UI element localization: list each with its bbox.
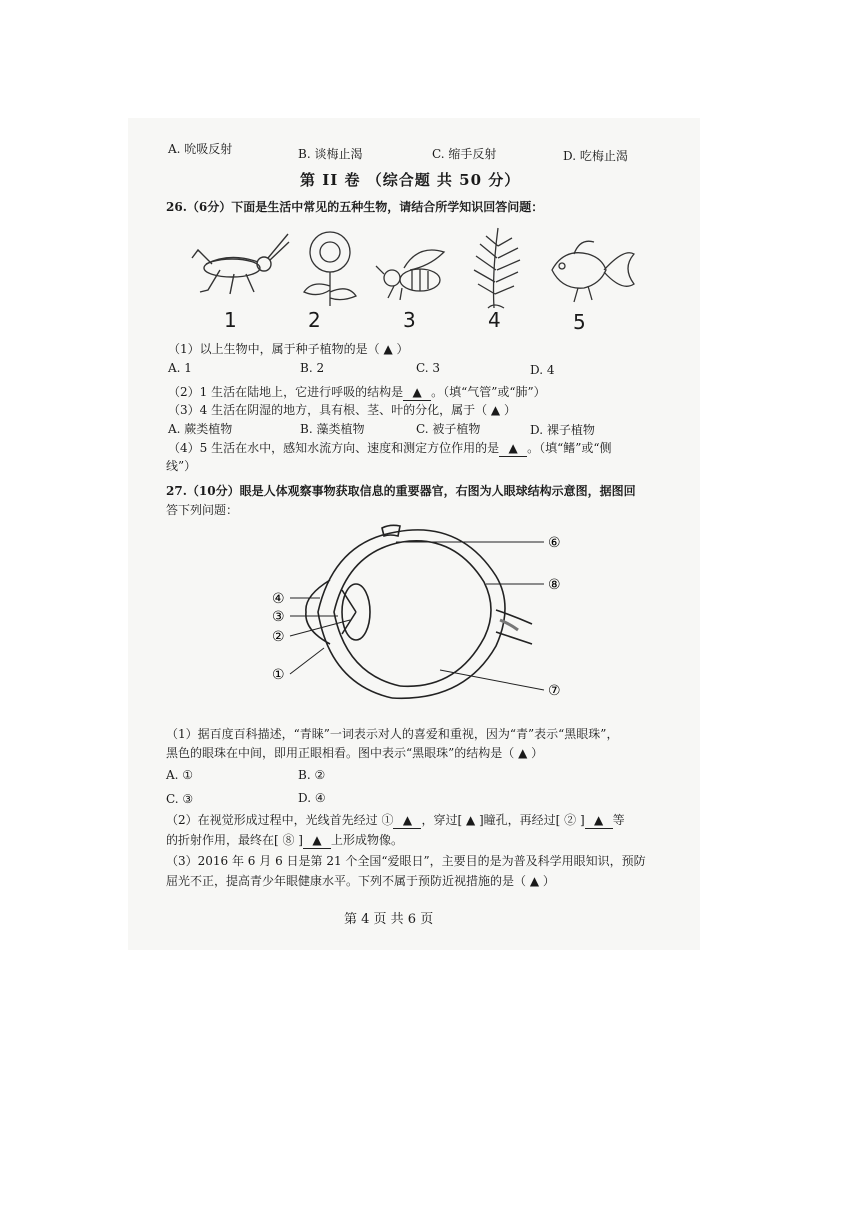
q26-sub2-hint: 。（填“气管”或“肺”） xyxy=(431,385,546,399)
fern-illustration xyxy=(464,224,530,310)
q26-sub3-option-c: C. 被子植物 xyxy=(416,422,481,436)
label-2: ② xyxy=(272,629,285,645)
organism-number-4: 4 xyxy=(488,308,501,332)
q27-sub1-option-a: A. ① xyxy=(166,768,194,782)
q26-sub1-option-c: C. 3 xyxy=(416,361,441,375)
grasshopper-illustration xyxy=(190,228,290,308)
q26-sub3-option-d: D. 裸子植物 xyxy=(530,423,595,437)
eye-diagram xyxy=(264,520,584,710)
q27-sub1-option-c: C. ③ xyxy=(166,792,194,806)
organism-number-1: 1 xyxy=(224,308,237,332)
label-4: ④ xyxy=(272,591,285,607)
q27-sub2-text-b: ，穿过[ ▲ ]瞳孔，再经过[ ② ] xyxy=(421,813,585,827)
prev-option-a: A. 吮吸反射 xyxy=(168,142,233,156)
q27-sub2-text-a: （2）在视觉形成过程中，光线首先经过 ① xyxy=(166,813,394,827)
q26-sub3-option-a: A. 蕨类植物 xyxy=(168,422,233,436)
answer-blank: ▲ xyxy=(303,832,331,849)
answer-blank: ▲ xyxy=(585,812,613,829)
q27-sub2-text-c: 等 xyxy=(612,813,625,827)
label-7: ⑦ xyxy=(548,683,561,699)
prev-option-b: B. 谈梅止渴 xyxy=(298,147,363,161)
q26-sub3-option-b: B. 藻类植物 xyxy=(300,422,365,436)
organism-number-5: 5 xyxy=(573,310,586,334)
q26-sub3: （3）4 生活在阴湿的地方，具有根、茎、叶的分化，属于（ ▲ ） xyxy=(168,403,516,417)
sunflower-illustration xyxy=(296,228,364,310)
q27-sub2-line1 xyxy=(166,812,625,829)
q26-sub4 xyxy=(168,440,612,457)
answer-blank: ▲ xyxy=(499,440,527,457)
goldfish-illustration xyxy=(544,234,636,306)
answer-blank: ▲ xyxy=(403,384,431,401)
q26-sub4-continued: 线”） xyxy=(166,459,197,473)
page-footer: 第 4 页 共 6 页 xyxy=(344,912,434,927)
q26-sub1-option-a: A. 1 xyxy=(168,361,192,375)
q27-sub1-line2: 黑色的眼珠在中间，即用正眼相看。图中表示“黑眼珠”的结构是（ ▲ ） xyxy=(166,746,544,760)
label-1: ① xyxy=(272,667,285,683)
q26-sub2-text: （2）1 生活在陆地上，它进行呼吸的结构是 xyxy=(168,385,404,399)
q27-sub2-text-e: 上形成物像。 xyxy=(331,833,404,847)
organism-number-3: 3 xyxy=(403,308,416,332)
q27-sub1-option-b: B. ② xyxy=(298,768,326,782)
q26-sub1: （1）以上生物中，属于种子植物的是（ ▲ ） xyxy=(168,342,409,356)
prev-option-c: C. 缩手反射 xyxy=(432,147,497,161)
q27-sub2-text-d: 的折射作用，最终在[ ⑧ ] xyxy=(166,833,303,847)
section-title: 第 II 卷 （综合题 共 50 分） xyxy=(300,171,521,189)
q26-sub1-option-d: D. 4 xyxy=(530,363,555,377)
q27-sub1-line1: （1）据百度百科描述，“青睐”一词表示对人的喜爱和重视，因为“青”表示“黑眼珠”， xyxy=(166,727,619,741)
q26-sub1-option-b: B. 2 xyxy=(300,361,325,375)
bee-illustration xyxy=(374,244,454,300)
q27-sub1-option-d: D. ④ xyxy=(298,791,326,805)
q27-sub3-line1: （3）2016 年 6 月 6 日是第 21 个全国“爱眼日”，主要目的是为普及科学用眼知识，预防 xyxy=(166,854,646,868)
q26-stem: 26.（6分）下面是生活中常见的五种生物，请结合所学知识回答问题： xyxy=(166,200,544,214)
q27-stem-line2: 答下列问题： xyxy=(166,503,239,517)
q26-sub2 xyxy=(168,384,546,401)
q26-sub4-hint: 。（填“鳍”或“侧 xyxy=(527,441,612,455)
q27-sub3-line2: 屈光不正，提高青少年眼健康水平。下列不属于预防近视措施的是（ ▲ ） xyxy=(166,874,555,888)
answer-blank: ▲ xyxy=(393,812,421,829)
label-6: ⑥ xyxy=(548,535,561,551)
organism-number-2: 2 xyxy=(308,308,321,332)
q27-sub2-line2 xyxy=(166,832,403,849)
q27-stem-line1: 27.（10分）眼是人体观察事物获取信息的重要器官，右图为人眼球结构示意图，据图回 xyxy=(166,484,636,498)
label-3: ③ xyxy=(272,609,285,625)
label-8: ⑧ xyxy=(548,577,561,593)
prev-option-d: D. 吃梅止渴 xyxy=(563,149,628,163)
q26-sub4-text: （4）5 生活在水中，感知水流方向、速度和测定方位作用的是 xyxy=(168,441,500,455)
